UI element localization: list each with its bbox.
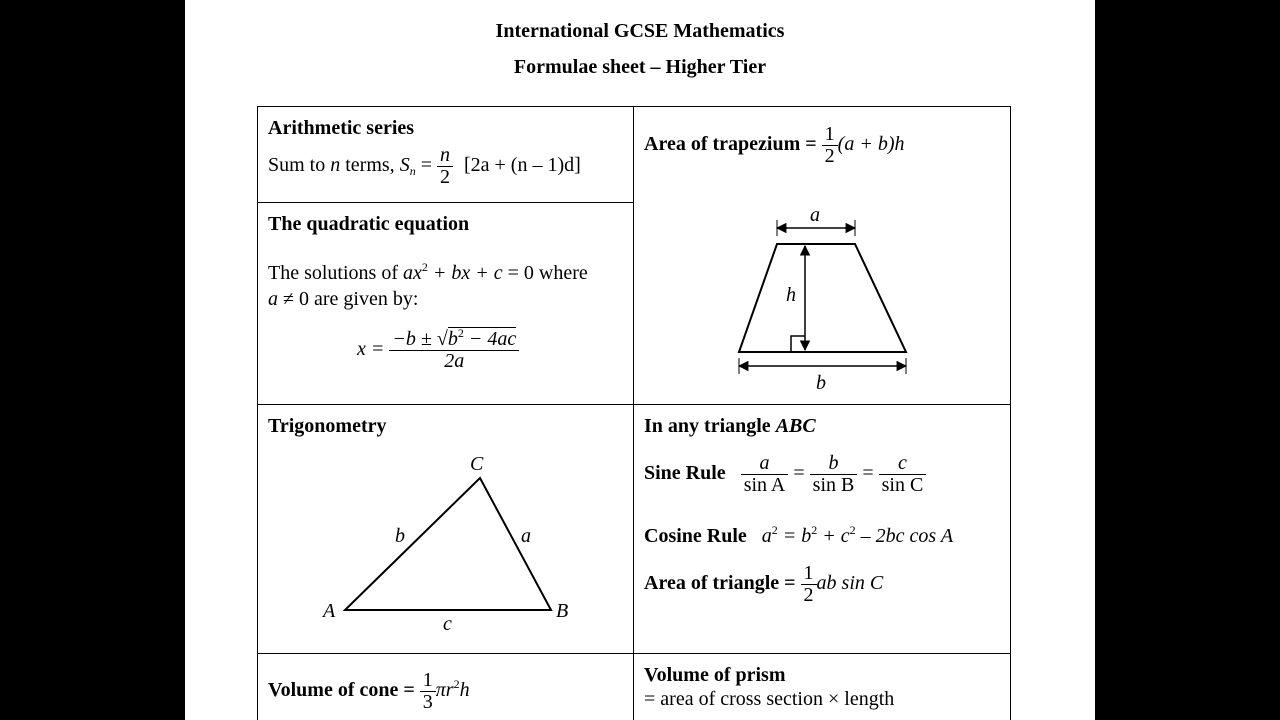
grid-right-border xyxy=(1010,106,1011,720)
trapezium-fraction xyxy=(822,124,838,167)
quad-den: 2a xyxy=(444,350,465,372)
trigonometry-heading: Trigonometry xyxy=(268,415,387,437)
arith-S: S xyxy=(399,154,410,177)
triangle-area-expr: ab sin C xyxy=(816,572,884,595)
trapezium-frac-den: 2 xyxy=(824,145,835,167)
sqrt-symbol: √ xyxy=(436,328,448,350)
cosine-rule-label: Cosine Rule xyxy=(644,525,747,547)
quad-root-rest: − 4ac xyxy=(463,328,517,350)
sine-num-b: b xyxy=(810,453,858,475)
triangle-area-label: Area of triangle = xyxy=(644,572,796,595)
cone-frac-den: 3 xyxy=(422,691,433,713)
trapezium-label-a: a xyxy=(810,204,820,226)
vertex-A: A xyxy=(323,600,336,622)
quad-x-eq: x = xyxy=(357,338,385,361)
sine-eq-2: = xyxy=(862,462,874,485)
cone-expr-a: πr xyxy=(435,679,454,702)
cone-label: Volume of cone = xyxy=(268,679,415,702)
quadratic-formula xyxy=(357,326,519,372)
trapezium-shape xyxy=(739,244,906,352)
arith-mid: terms, xyxy=(345,154,395,177)
sine-num-c: c xyxy=(879,453,927,475)
triangle-heading-abc: ABC xyxy=(775,415,816,437)
arith-fraction xyxy=(437,145,453,188)
quad-root-sup: 2 xyxy=(457,326,464,340)
trapezium-diagram xyxy=(733,200,913,400)
grid-divider-row2 xyxy=(257,404,1011,405)
grid-top-border xyxy=(257,106,1011,107)
cosine-rule xyxy=(644,523,954,547)
cone-fraction xyxy=(420,670,436,713)
sheet-subtitle: Formulae sheet – Higher Tier xyxy=(513,56,767,78)
triangle-area-den: 2 xyxy=(803,584,814,606)
triangle-area-num: 1 xyxy=(801,563,817,585)
trapezium-expr: (a + b)h xyxy=(837,133,905,156)
trapezium-formula xyxy=(644,124,904,167)
quad-numerator xyxy=(389,326,519,351)
grid-center-divider xyxy=(633,106,634,720)
sheet-title: International GCSE Mathematics xyxy=(495,20,785,42)
cosine-sup-c: 2 xyxy=(849,523,856,537)
triangle-area-fraction xyxy=(801,563,817,606)
arith-n: n xyxy=(330,154,341,177)
vertex-B: B xyxy=(556,600,569,622)
quad-ax: ax xyxy=(403,262,422,284)
trapezium-label-b: b xyxy=(816,372,826,394)
trapezium-frac-num: 1 xyxy=(822,124,838,146)
arith-eq: = xyxy=(420,154,432,177)
sine-rule-label: Sine Rule xyxy=(644,462,726,485)
side-c: c xyxy=(443,613,452,635)
cosine-a: a xyxy=(761,525,772,547)
quad-line2-rest: ≠ 0 are given by: xyxy=(283,288,419,310)
cosine-sup-b: 2 xyxy=(811,523,818,537)
quad-prefix: The solutions of xyxy=(268,262,398,284)
right-angle-mark xyxy=(791,336,805,352)
quadratic-line1 xyxy=(268,260,588,284)
arith-prefix: Sum to xyxy=(268,154,326,177)
trapezium-label: Area of trapezium = xyxy=(644,133,817,156)
quad-radicand xyxy=(448,327,516,350)
grid-left-border xyxy=(257,106,258,720)
prism-text: = area of cross section × length xyxy=(644,688,895,710)
quad-num-left: −b ± xyxy=(392,328,432,350)
quad-sup: 2 xyxy=(421,260,428,274)
arith-frac-num: n xyxy=(437,145,453,167)
triangle-area xyxy=(644,563,883,606)
sine-den-a: sin A xyxy=(743,474,786,496)
sine-num-a: a xyxy=(741,453,789,475)
arith-bracket: [2a + (n – 1)d] xyxy=(463,154,581,177)
quad-line2-a: a xyxy=(268,288,278,310)
quadratic-line2 xyxy=(268,289,418,309)
quad-bxc: + bx + c xyxy=(427,262,503,284)
sine-rule xyxy=(644,453,926,496)
cosine-sup-a: 2 xyxy=(771,523,778,537)
triangle-heading-prefix: In any triangle xyxy=(644,415,771,437)
prism-heading: Volume of prism xyxy=(644,664,786,686)
sine-den-c: sin C xyxy=(881,474,924,496)
cosine-mid1: = b xyxy=(777,525,812,547)
arithmetic-formula xyxy=(268,145,581,188)
arithmetic-heading: Arithmetic series xyxy=(268,117,415,139)
sine-eq-1: = xyxy=(793,462,805,485)
sine-den-b: sin B xyxy=(812,474,855,496)
grid-divider-arith xyxy=(257,202,634,203)
cosine-end: – 2bc cos A xyxy=(855,525,954,547)
cosine-mid2: + c xyxy=(817,525,850,547)
cone-sup: 2 xyxy=(453,677,460,692)
quadratic-heading: The quadratic equation xyxy=(268,213,470,235)
sine-frac-b xyxy=(810,453,858,496)
sine-frac-c xyxy=(879,453,927,496)
quad-fraction xyxy=(389,326,519,372)
trapezium-label-h: h xyxy=(786,284,796,306)
trigonometry-triangle-diagram xyxy=(315,450,585,640)
arith-frac-den: 2 xyxy=(439,166,450,188)
vertex-C: C xyxy=(470,453,484,475)
cone-expr-b: h xyxy=(459,679,470,702)
quad-eq: = 0 where xyxy=(502,262,588,284)
cone-formula xyxy=(268,670,470,713)
formulae-sheet xyxy=(185,0,1095,720)
grid-divider-row3 xyxy=(257,653,1011,654)
side-a: a xyxy=(521,525,531,547)
arith-sub-n: n xyxy=(409,164,416,179)
triangle-heading xyxy=(644,416,816,436)
side-b: b xyxy=(395,525,405,547)
sine-frac-a xyxy=(741,453,789,496)
quad-root-b: b xyxy=(447,328,458,350)
cone-frac-num: 1 xyxy=(420,670,436,692)
